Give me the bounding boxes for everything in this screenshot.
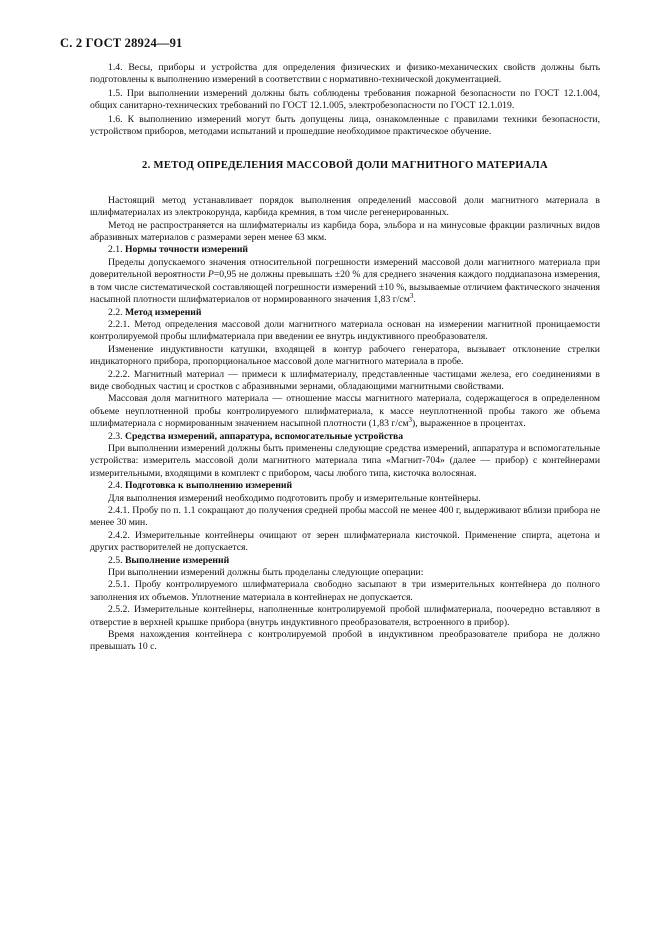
subsection-number: 2.1. bbox=[108, 244, 123, 256]
paragraph-2-5: При выполнении измерений должны быть проделаны следующие операции: bbox=[108, 567, 424, 579]
superscript: 3 bbox=[409, 291, 414, 300]
paragraph-1-4: 1.4. Весы, приборы и устройства для определения физических и физико-механических свойств должны быть подготовлены к выполнению измерений в соответствии с нормативно-технической документацией. bbox=[90, 62, 600, 86]
subsection-number: 2.3. bbox=[108, 430, 123, 442]
subsection-title: Средства измерений, аппаратура, вспомогательные устройства bbox=[124, 430, 404, 442]
subsection-title: Метод измерений bbox=[124, 306, 202, 318]
section-title: 2. МЕТОД ОПРЕДЕЛЕНИЯ МАССОВОЙ ДОЛИ МАГНИТНОГО МАТЕРИАЛА bbox=[142, 160, 548, 172]
text: ), выраженное в процентах. bbox=[412, 418, 526, 430]
superscript: 3 bbox=[408, 415, 412, 424]
paragraph-1-5: 1.5. При выполнении измерений должны быть соблюдены требования пожарной безопасности по ГОСТ 12.1.004, общих санитарно-технических требований по ГОСТ 12.1.005, электробезопасности по ГОСТ 12.1.019. bbox=[90, 87, 600, 112]
paragraph-1-6: 1.6. К выполнению измерений могут быть допущены лица, ознакомленные с правилами техники безопасности, устройством приборов, методами испытаний и прошедшие необходимое практическое обучение. bbox=[90, 113, 600, 138]
paragraph-scope-1: Настоящий метод устанавливает порядок выполнения определений массовой доли магнитного материала в шлифматериалах из электрокорунда, карбида кремния, в том числе регенерированных. bbox=[90, 194, 600, 219]
subsection-number: 2.4. bbox=[108, 480, 123, 492]
paragraph-2-2-2b bbox=[90, 393, 600, 430]
subsection-title: Выполнение измерений bbox=[124, 554, 230, 566]
subsection-2-1-heading bbox=[90, 244, 600, 256]
paragraph-2-5-2b: Время нахождения контейнера с контролируемой пробой в индуктивном преобразователе прибора не должно превышать 10 с. bbox=[90, 629, 600, 653]
subsection-number: 2.5. bbox=[108, 554, 123, 566]
paragraph-2-2-1b: Изменение индуктивности катушки, входящей в контур рабочего генератора, вызывает отклонение стрелки индикаторного прибора, пропорциональное массовой доле магнитного материала в пробе. bbox=[90, 343, 600, 368]
probability-variable: P bbox=[207, 269, 214, 281]
subsection-2-4-heading bbox=[90, 480, 600, 492]
subsection-2-5-heading bbox=[90, 555, 600, 567]
document-body bbox=[90, 62, 600, 654]
subsection-number: 2.2. bbox=[108, 306, 123, 318]
subsection-title: Подготовка к выполнению измерений bbox=[124, 480, 293, 492]
paragraph-2-5-2: 2.5.2. Измерительные контейнеры, наполненные контролируемой пробой шлифматериала, поочередно вставляют в отверстие в верхней крышке прибора (внутрь индуктивного преобразователя, встроенного в прибор). bbox=[90, 604, 600, 628]
subsection-2-3-heading bbox=[90, 431, 600, 443]
text: Пределы допускаемого значения относительной погрешности измерений массовой доли магнитного материала при доверительной вероятности bbox=[90, 256, 600, 281]
paragraph-scope-2: Метод не распространяется на шлифматериалы из карбида бора, эльбора и на минусовые фракции различных видов абразивных материалов с размерами зерен менее 63 мкм. bbox=[90, 219, 600, 244]
subsection-2-2-heading bbox=[90, 307, 600, 319]
paragraph-2-4-2: 2.4.2. Измерительные контейнеры очищают от зерен шлифматериала кисточкой. Применение спирта, ацетона и других растворителей не допускается. bbox=[90, 529, 600, 554]
paragraph-2-5-1: 2.5.1. Пробу контролируемого шлифматериала свободно засыпают в три измерительных контейнера до полного заполнения их объемов. Уплотнение материала в контейнерах не допускается. bbox=[90, 579, 600, 603]
subsection-title: Нормы точности измерений bbox=[124, 244, 248, 256]
paragraph-2-4-1: 2.4.1. Пробу по п. 1.1 сокращают до получения средней пробы массой не менее 400 г, выдерживают вблизи прибора не менее 30 мин. bbox=[90, 505, 600, 529]
text: =0,95 не должны превышать ±20 % для среднего значения каждого поддиапазона измерения, в том числе систематической составляющей погрешности измерений ±10 %, вызываемые отличием фактического значения насыпной плотности шлифматериалов от нормированного значения 1,83 г/см bbox=[90, 269, 600, 306]
text: Массовая доля магнитного материала — отношение массы магнитного материала, содержащегося в определенном объеме неуплотненной пробы контролируемого шлифматериала, к массе неуплотненной пробы такого же объема шлифматериала с нормированным значением насыпной плотности (1,83 г/см bbox=[90, 393, 600, 430]
paragraph-2-4: Для выполнения измерений необходимо подготовить пробу и измерительные контейнеры. bbox=[108, 492, 481, 504]
paragraph-2-2-1: 2.2.1. Метод определения массовой доли магнитного материала основан на измерении магнитной проницаемости контролируемой пробы шлифматериала при введении ее внутрь индуктивного преобразователя. bbox=[90, 318, 600, 343]
paragraph-2-3: При выполнении измерений должны быть применены следующие средства измерений, аппаратура и вспомогательные устройства: измеритель массовой доли магнитного материала типа «Магнит-704» (далее — прибор) с контейнерами измерительными, входящими в комплект с прибором, часы любого типа, кисточка волосяная. bbox=[90, 442, 600, 479]
text: . bbox=[413, 294, 416, 306]
paragraph-2-2-2: 2.2.2. Магнитный материал — примеси к шлифматериалу, представленные частицами железа, его соединениями в виде свободных частиц и сростков с абразивными зернами, обладающими магнитными свойствами. bbox=[90, 368, 600, 392]
page-header: С. 2 ГОСТ 28924—91 bbox=[60, 36, 183, 50]
paragraph-2-1 bbox=[90, 257, 600, 307]
